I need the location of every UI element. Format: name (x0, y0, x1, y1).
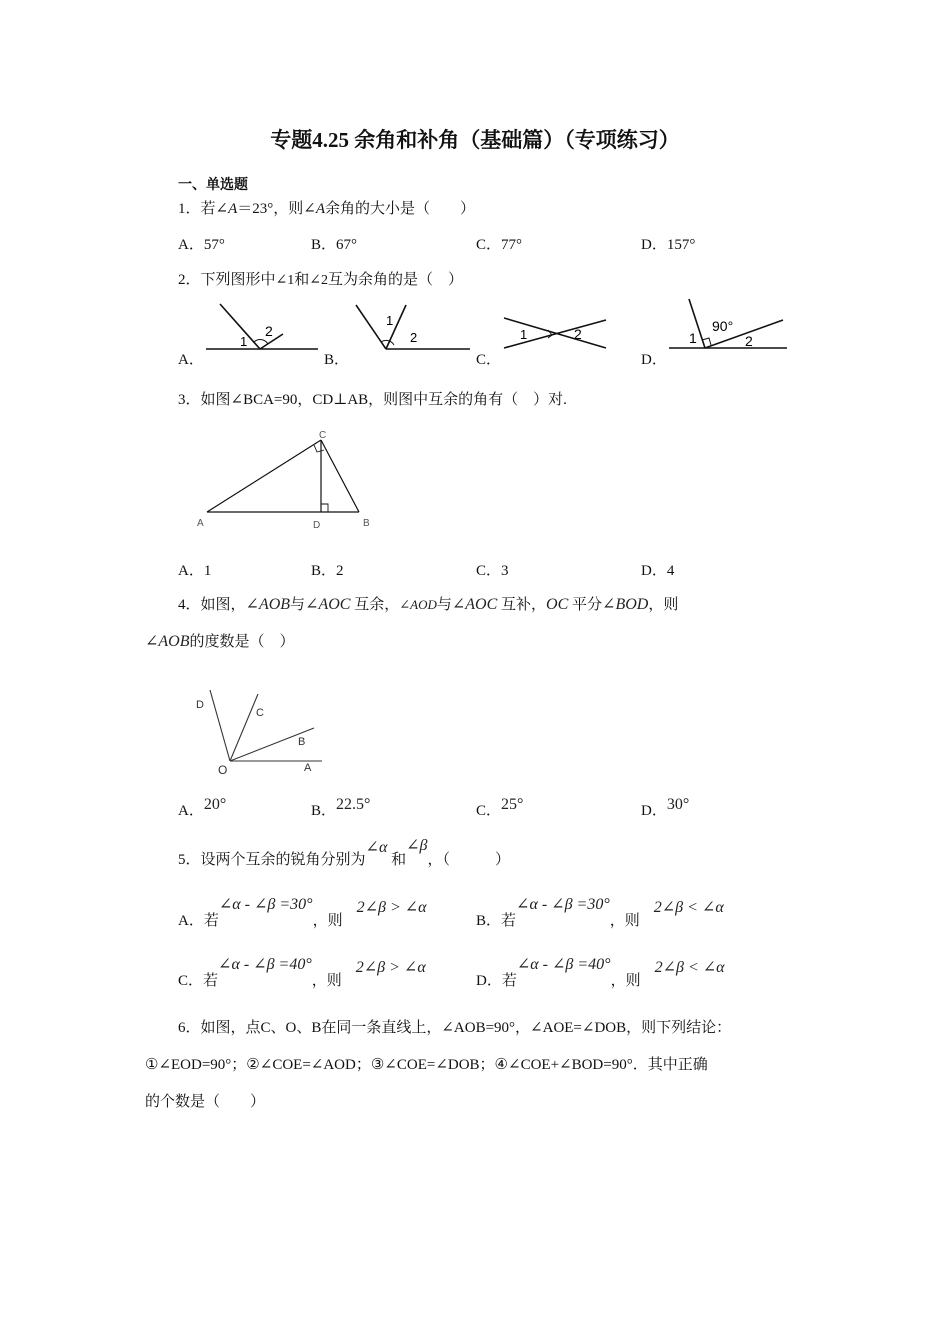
label-90: 90° (712, 318, 734, 334)
q1-option-a[interactable]: A．57° (178, 237, 225, 253)
page-title: 专题4.25 余角和补角（基础篇）（专项练习） (270, 128, 680, 152)
question-6-stem-line2: ①∠EOD=90°；②∠COE=∠AOD；③∠COE=∠DOB；④∠COE+∠BOD=90°．其中正确 (145, 1057, 708, 1073)
q2-option-a[interactable]: A． (178, 352, 204, 368)
question-4-stem-line1: 4．如图，∠AOB与∠AOC 互余，∠AOD与∠AOC 互补，OC 平分∠BOD，则 (178, 596, 679, 613)
q3-option-a[interactable]: A．1 (178, 563, 212, 579)
vertex-b: B (363, 518, 370, 529)
q1-option-b[interactable]: B．67° (311, 237, 358, 253)
label-2: 2 (745, 333, 753, 349)
label-1: 1 (520, 327, 528, 342)
q4-option-d[interactable]: D．30° (641, 796, 690, 819)
ray-label-a: A (304, 762, 312, 774)
label-1: 1 (240, 334, 248, 349)
q3-option-d[interactable]: D．4 (641, 563, 675, 579)
vertex-o: O (218, 763, 228, 777)
question-6-stem-line1: 6．如图，点C、O、B在同一条直线上，∠AOB=90°，∠AOE=∠DOB，则下列结论： (178, 1020, 732, 1036)
q3-option-b[interactable]: B．2 (311, 563, 344, 579)
q2-option-d[interactable]: D． (641, 352, 667, 368)
label-1: 1 (386, 313, 394, 328)
q2-figure-b (350, 300, 475, 360)
label-2: 2 (410, 330, 418, 345)
q5-option-b[interactable]: B．若∠α - ∠β =30°，则2∠β < ∠α (476, 896, 724, 929)
question-4-stem-line2: ∠AOB的度数是（ ） (145, 633, 295, 650)
vertex-d: D (313, 520, 321, 531)
label-1: 1 (689, 330, 697, 346)
q2-figure-a (200, 300, 325, 360)
q2-option-c[interactable]: C． (476, 352, 502, 368)
vertex-a: A (197, 518, 204, 529)
q4-rays-figure (190, 688, 330, 778)
q5-option-c[interactable]: C．若∠α - ∠β =40°，则2∠β > ∠α (178, 956, 426, 989)
q4-option-a[interactable]: A．20° (178, 796, 227, 819)
ray-label-b: B (298, 736, 306, 748)
q1-option-c[interactable]: C．77° (476, 237, 523, 253)
q5-option-d[interactable]: D．若∠α - ∠β =40°，则2∠β < ∠α (476, 956, 725, 989)
q4-option-c[interactable]: C．25° (476, 796, 524, 819)
q4-option-b[interactable]: B．22.5° (311, 796, 371, 819)
question-6-stem-line3: 的个数是（ ） (145, 1094, 266, 1110)
ray-label-d: D (196, 699, 204, 711)
ray-label-c: C (256, 707, 264, 719)
label-2: 2 (265, 323, 273, 339)
q5-option-a[interactable]: A．若∠α - ∠β =30°，则2∠β > ∠α (178, 896, 427, 929)
section-heading: 一、单选题 (178, 176, 248, 192)
vertex-c: C (319, 430, 327, 441)
q1-option-d[interactable]: D．157° (641, 237, 696, 253)
q3-triangle-figure (195, 428, 385, 538)
label-2: 2 (574, 326, 582, 342)
question-2-stem: 2．下列图形中∠1和∠2互为余角的是（ ） (178, 272, 464, 288)
question-3-stem: 3．如图∠BCA=90，CD⊥AB，则图中互余的角有（ ）对. (178, 392, 567, 408)
q3-option-c[interactable]: C．3 (476, 563, 509, 579)
question-1-stem: 1．若∠A＝23°，则∠A余角的大小是（ ） (178, 201, 476, 217)
q2-figure-c (500, 308, 615, 353)
q2-option-b[interactable]: B． (324, 352, 350, 368)
q2-figure-d (665, 295, 795, 355)
question-5-stem: 5．设两个互余的锐角分别为∠α 和∠β，（ ） (178, 837, 510, 868)
